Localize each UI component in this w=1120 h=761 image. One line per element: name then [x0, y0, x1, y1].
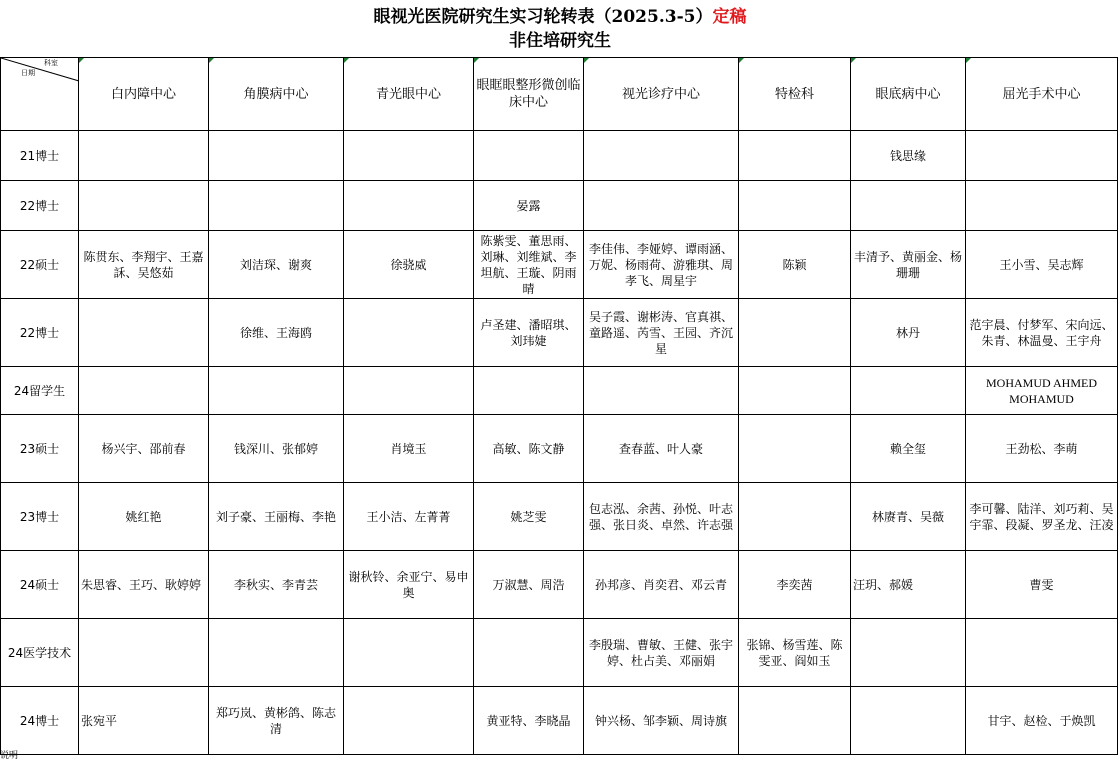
table-cell: 李秋实、李青芸 [209, 551, 344, 619]
table-cell: 包志泓、余茜、孙悦、叶志强、张日炎、卓然、许志强 [584, 483, 739, 551]
table-cell [966, 181, 1118, 231]
table-cell: 吴子霞、谢彬涛、官真祺、童路遥、芮雪、王园、齐沉星 [584, 299, 739, 367]
table-cell [344, 131, 474, 181]
table-cell: 陈贯东、李翔宇、王嘉訸、吴悠茹 [79, 231, 209, 299]
row-header: 24留学生 [1, 367, 79, 415]
row-header: 24硕士 [1, 551, 79, 619]
table-cell [851, 687, 966, 755]
corner-dept-label: 科室 [44, 59, 58, 67]
table-cell [474, 367, 584, 415]
table-cell: 李殷瑞、曹敏、王健、张宇婷、杜占美、邓丽娟 [584, 619, 739, 687]
table-cell [474, 619, 584, 687]
table-cell: 赖全玺 [851, 415, 966, 483]
row-header: 24博士 [1, 687, 79, 755]
corner-date-label: 日期 [21, 69, 35, 77]
table-cell [209, 619, 344, 687]
table-cell: 孙邦彦、肖奕君、邓云青 [584, 551, 739, 619]
row-header: 23硕士 [1, 415, 79, 483]
col-header-text: 青光眼中心 [375, 86, 441, 102]
table-cell: 万淑慧、周浩 [474, 551, 584, 619]
col-header-special-exam [739, 58, 851, 131]
final-draft-label: 定稿 [712, 7, 747, 27]
row-header: 21博士 [1, 131, 79, 181]
table-cell: 林赓青、吴薇 [851, 483, 966, 551]
table-cell [344, 299, 474, 367]
table-cell: 汪玥、郝媛 [851, 551, 966, 619]
table-cell: 林丹 [851, 299, 966, 367]
table-cell [79, 181, 209, 231]
table-cell [966, 619, 1118, 687]
table-cell: 李佳伟、李娅婷、谭雨涵、万妮、杨雨荷、游雅琪、周孝飞、周星宇 [584, 231, 739, 299]
table-cell [851, 367, 966, 415]
page-title [0, 6, 1120, 28]
table-cell [851, 619, 966, 687]
table-cell [344, 687, 474, 755]
table-cell [966, 131, 1118, 181]
table-cell: 黄亚特、李晓晶 [474, 687, 584, 755]
row-header: 22硕士 [1, 231, 79, 299]
corner-diagonal [1, 58, 79, 131]
table-cell: 高敏、陈文静 [474, 415, 584, 483]
table-cell: 丰清予、黄丽金、杨珊珊 [851, 231, 966, 299]
row-header: 23博士 [1, 483, 79, 551]
table-cell [209, 131, 344, 181]
col-header-text: 特检科 [774, 86, 814, 102]
table-cell: 曹雯 [966, 551, 1118, 619]
table-cell: 郑巧岚、黄彬鸽、陈志清 [209, 687, 344, 755]
table-row [1, 367, 1118, 415]
table-cell: 姚芝雯 [474, 483, 584, 551]
table-cell [739, 131, 851, 181]
row-header: 22博士 [1, 181, 79, 231]
table-cell: 肖境玉 [344, 415, 474, 483]
table-cell: 刘洁琛、谢爽 [209, 231, 344, 299]
table-cell: 杨兴宇、邵前春 [79, 415, 209, 483]
table-row [1, 415, 1118, 483]
table-cell: 李奕茜 [739, 551, 851, 619]
table-cell: MOHAMUD AHMED MOHAMUD [966, 367, 1118, 415]
table-cell: 徐维、王海鸥 [209, 299, 344, 367]
page-subtitle: 非住培研究生 [509, 31, 611, 51]
col-header-text: 眼底病中心 [875, 86, 941, 102]
corner-cell [1, 58, 79, 131]
table-cell: 谢秋铃、余亚宁、易申奥 [344, 551, 474, 619]
table-cell: 张锦、杨雪莲、陈雯亚、阎如玉 [739, 619, 851, 687]
table-cell [739, 181, 851, 231]
col-header-refractive [966, 58, 1118, 131]
table-cell: 钱思缘 [851, 131, 966, 181]
col-header-text: 角膜病中心 [243, 86, 309, 102]
col-header-optometry [584, 58, 739, 131]
table-row [1, 483, 1118, 551]
table-cell: 卢圣建、潘昭琪、刘玮婕 [474, 299, 584, 367]
table-cell: 刘子豪、王丽梅、李艳 [209, 483, 344, 551]
table-cell: 王小洁、左菁菁 [344, 483, 474, 551]
table-cell: 姚红艳 [79, 483, 209, 551]
table-cell [584, 131, 739, 181]
table-cell [739, 687, 851, 755]
table-cell: 甘宇、赵检、于焕凯 [966, 687, 1118, 755]
title-text: 眼视光医院研究生实习轮转表（2025.3-5） [373, 7, 713, 27]
table-cell: 钟兴杨、邹李颖、周诗旗 [584, 687, 739, 755]
table-row [1, 551, 1118, 619]
title-block [0, 0, 1120, 57]
table-row [1, 131, 1118, 181]
row-header: 22博士 [1, 299, 79, 367]
table-cell: 陈颖 [739, 231, 851, 299]
rotation-table [0, 57, 1118, 755]
table-cell [739, 299, 851, 367]
table-cell [79, 619, 209, 687]
table-cell: 王劲松、李萌 [966, 415, 1118, 483]
table-cell [851, 181, 966, 231]
table-row [1, 619, 1118, 687]
col-header-text: 视光诊疗中心 [621, 86, 700, 102]
table-cell: 徐骁威 [344, 231, 474, 299]
table-cell [584, 367, 739, 415]
footnote: 说明 [0, 751, 19, 761]
table-cell [584, 181, 739, 231]
col-header-text: 屈光手术中心 [1002, 86, 1081, 102]
header-row [1, 58, 1118, 131]
col-header-cataract [79, 58, 209, 131]
table-cell [209, 367, 344, 415]
row-header: 24医学技术 [1, 619, 79, 687]
col-header-text: 眼眶眼整形微创临床中心 [476, 78, 581, 110]
table-cell [739, 483, 851, 551]
table-cell: 朱思睿、王巧、耿婷婷 [79, 551, 209, 619]
table-cell [344, 619, 474, 687]
table-row [1, 687, 1118, 755]
table-cell: 李可馨、陆洋、刘巧莉、吴宇霏、段凝、罗圣龙、汪凌 [966, 483, 1118, 551]
col-header-fundus [851, 58, 966, 131]
table-cell [209, 181, 344, 231]
table-cell: 晏露 [474, 181, 584, 231]
table-cell: 范宇晨、付梦军、宋向远、朱青、林温曼、王宇舟 [966, 299, 1118, 367]
table-cell [79, 367, 209, 415]
table-cell: 钱深川、张郁婷 [209, 415, 344, 483]
col-header-glaucoma [344, 58, 474, 131]
table-cell: 张宛平 [79, 687, 209, 755]
table-cell: 陈紫雯、董思雨、刘琳、刘维斌、李坦航、王璇、阴雨晴 [474, 231, 584, 299]
table-row [1, 231, 1118, 299]
table-cell [79, 299, 209, 367]
col-header-orbit [474, 58, 584, 131]
table-cell [474, 131, 584, 181]
table-cell: 查春蓝、叶人豪 [584, 415, 739, 483]
table-row [1, 181, 1118, 231]
table-cell [79, 131, 209, 181]
table-cell [344, 367, 474, 415]
table-row [1, 299, 1118, 367]
table-cell [344, 181, 474, 231]
table-cell [739, 415, 851, 483]
table-cell: 王小雪、吴志辉 [966, 231, 1118, 299]
col-header-text: 白内障中心 [110, 86, 176, 102]
table-cell [739, 367, 851, 415]
col-header-cornea [209, 58, 344, 131]
